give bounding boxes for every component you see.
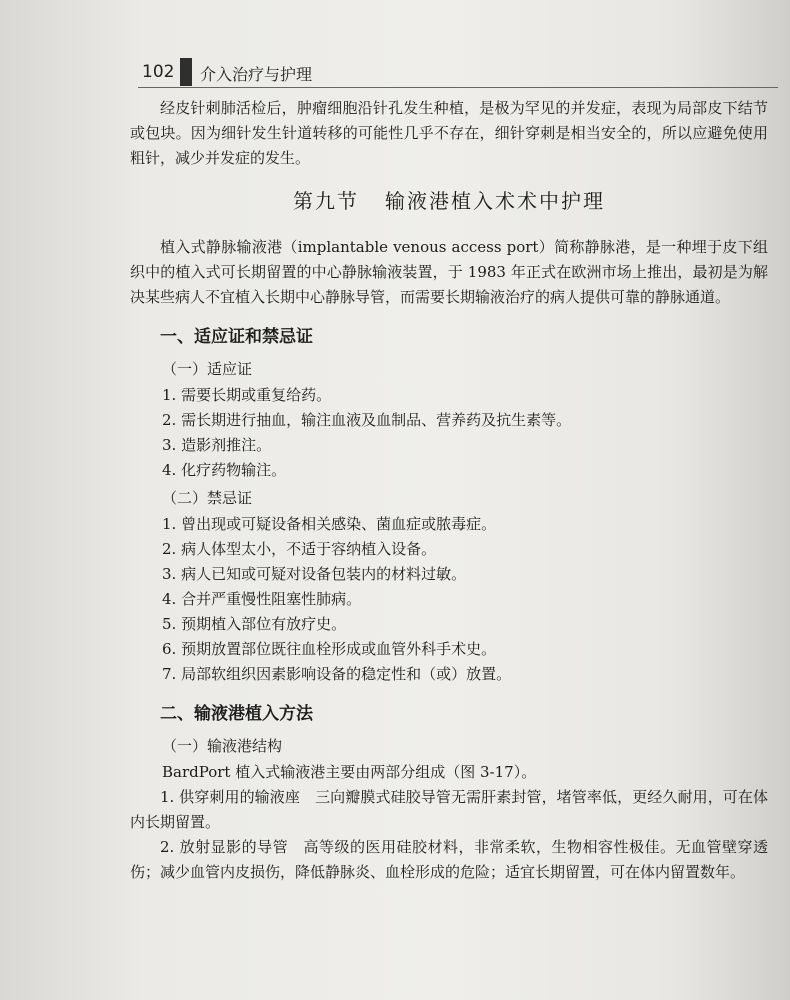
contraindications-list: [130, 512, 768, 687]
subheading-indications: （一）适应证: [162, 360, 253, 378]
list-item: 3. 造影剂推注。: [162, 436, 272, 454]
list-item: 5. 预期植入部位有放疗史。: [162, 615, 347, 633]
structure-intro: BardPort 植入式输液港主要由两部分组成（图 3-17）。: [162, 763, 537, 781]
page-number: 102: [142, 62, 175, 82]
structure-item-2: 2. 放射显影的导管 高等级的医用硅胶材料，非常柔软，生物相容性极佳。无血管壁穿透伤；减少血管内皮损伤，降低静脉炎、血栓形成的危险；适宜长期留置，可在体内留置数年。: [130, 838, 768, 881]
page-content: [130, 96, 768, 885]
list-item: 6. 预期放置部位既往血栓形成或血管外科手术史。: [162, 640, 497, 658]
list-item: 1. 曾出现或可疑设备相关感染、菌血症或脓毒症。: [162, 515, 497, 533]
list-item: 4. 合并严重慢性阻塞性肺病。: [162, 590, 362, 608]
section-name: 输液港植入术术中护理: [385, 189, 605, 213]
section-number: 第九节: [293, 189, 359, 213]
section-title: [130, 183, 768, 219]
heading-implant-method: 二、输液港植入方法: [160, 704, 313, 724]
list-item: 1. 需要长期或重复给药。: [162, 386, 332, 404]
running-title: 介入治疗与护理: [200, 65, 313, 84]
subheading-contraindications: （二）禁忌证: [162, 489, 253, 507]
intro-paragraph: 经皮针刺肺活检后，肿瘤细胞沿针孔发生种植，是极为罕见的并发症，表现为局部皮下结节或包块。因为细针发生针道转移的可能性几乎不存在，细针穿刺是相当安全的，所以应避免使用粗针，减少并发症的发生。: [130, 99, 768, 167]
page-header: [138, 56, 778, 90]
section-intro-paragraph: 植入式静脉输液港（implantable venous access port）简称静脉港，是一种埋于皮下组织中的植入式可长期留置的中心静脉输液装置，于 1983 年正式在欧洲市场上推出，最初是为解决某些病人不宜植入长期中心静脉导管，而需要长期输液治疗的病人提供可靠的静脉通道。: [130, 238, 768, 306]
list-item: 3. 病人已知或可疑对设备包装内的材料过敏。: [162, 565, 467, 583]
list-item: 4. 化疗药物输注。: [162, 461, 287, 479]
subheading-port-structure: （一）输液港结构: [162, 737, 283, 755]
header-bar: [180, 58, 192, 86]
header-rule: [138, 87, 778, 88]
list-item: 2. 需长期进行抽血，输注血液及血制品、营养药及抗生素等。: [162, 411, 572, 429]
structure-item-1: 1. 供穿刺用的输液座 三向瓣膜式硅胶导管无需肝素封管，堵管率低，更经久耐用，可在体内长期留置。: [130, 788, 768, 831]
heading-indications: 一、适应证和禁忌证: [160, 327, 313, 347]
indications-list: [130, 383, 768, 483]
list-item: 2. 病人体型太小，不适于容纳植入设备。: [162, 540, 437, 558]
list-item: 7. 局部软组织因素影响设备的稳定性和（或）放置。: [162, 665, 512, 683]
